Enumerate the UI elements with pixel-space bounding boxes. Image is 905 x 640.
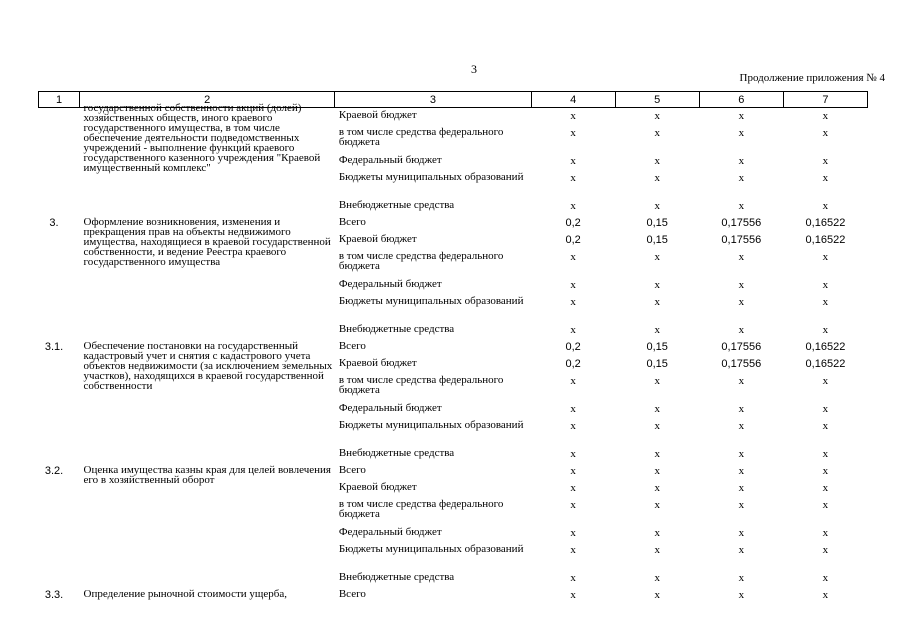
value-col-6: 0,17556 <box>721 357 762 370</box>
value-col-4: х <box>570 110 576 122</box>
continuation-label: Продолжение приложения № 4 <box>739 72 885 84</box>
value-col-5: х <box>654 402 660 415</box>
value-col-4: х <box>570 126 576 139</box>
value-col-4: х <box>570 543 576 556</box>
value-col-7: х <box>822 323 829 336</box>
funding-source: Внебюджетные средства <box>338 446 455 459</box>
value-col-4: х <box>570 295 576 308</box>
value-col-5: х <box>654 199 660 212</box>
item-number <box>39 108 80 215</box>
funding-source: Внебюджетные средства <box>338 198 455 211</box>
value-col-7: х <box>822 295 829 308</box>
value-col-5: х <box>654 154 660 167</box>
value-col-5: х <box>654 419 660 432</box>
funding-source: Бюджеты муниципальных образований <box>338 294 524 307</box>
item-number: 3.2. <box>44 464 64 477</box>
value-col-6: х <box>738 526 745 539</box>
value-col-6: х <box>738 126 745 139</box>
value-col-7: х <box>822 154 829 167</box>
funding-source: в том числе средства федерального бюджета <box>338 497 504 520</box>
value-col-7: 0,16522 <box>805 216 846 229</box>
value-col-5: х <box>654 464 660 477</box>
value-col-6: х <box>738 171 745 184</box>
value-col-5: 0,15 <box>646 357 668 370</box>
value-col-4: х <box>570 464 576 477</box>
table-row <box>39 463 868 480</box>
funding-source: Краевой бюджет <box>338 356 417 369</box>
value-col-7: х <box>822 498 829 511</box>
value-col-7: х <box>822 110 829 122</box>
funding-source: Бюджеты муниципальных образований <box>338 418 524 431</box>
value-col-6: х <box>738 447 745 460</box>
value-col-7: х <box>822 464 829 477</box>
funding-source: Внебюджетные средства <box>338 570 455 583</box>
value-col-4: х <box>570 323 576 336</box>
table-row <box>39 339 868 356</box>
funding-source: Бюджеты муниципальных образований <box>338 542 524 555</box>
value-col-5: х <box>654 171 660 184</box>
value-col-6: х <box>738 250 745 263</box>
header-col-2: 2 <box>80 92 335 108</box>
value-col-7: 0,16522 <box>805 357 846 370</box>
value-col-6: х <box>738 498 745 511</box>
value-col-7: х <box>822 126 829 139</box>
value-col-5: х <box>654 250 660 263</box>
item-name: Определение рыночной стоимости ущерба, <box>83 587 287 600</box>
funding-source: Всего <box>338 339 366 352</box>
value-col-4: х <box>570 199 576 212</box>
value-col-5: 0,15 <box>646 216 668 229</box>
value-col-7: х <box>822 419 829 432</box>
value-col-4: х <box>570 171 576 184</box>
value-col-6: х <box>738 419 745 432</box>
table-row <box>39 587 868 604</box>
value-col-5: 0,15 <box>646 340 668 353</box>
value-col-6: х <box>738 374 745 387</box>
value-col-6: х <box>738 464 745 477</box>
value-col-7: х <box>822 588 829 601</box>
item-number: 3.3. <box>44 588 64 601</box>
value-col-5: х <box>654 323 660 336</box>
value-col-6: х <box>738 295 745 308</box>
value-col-4: х <box>570 481 576 494</box>
value-col-5: х <box>654 588 660 601</box>
value-col-4: х <box>570 498 576 511</box>
item-name: Обеспечение постановки на государственный кадастровый учет и снятия с кадастрового учета объектов недвижимости (за исключением земельных участков), находящихся в краевой государственной собственности <box>83 339 333 392</box>
value-col-6: х <box>738 571 745 584</box>
item-name: государственной собственности акций (долей) хозяйственных обществ, иного краевого государственного имущества, в том числе обеспечение деятельности подведомственных учреждений - выполнение функций краевого государственного казенного учреждения "Краевой имущественный комплекс" <box>83 102 321 174</box>
funding-source: Краевой бюджет <box>338 232 417 245</box>
header-col-5: 5 <box>615 92 699 108</box>
funding-source: в том числе средства федерального бюджета <box>338 373 504 396</box>
value-col-6: х <box>738 588 745 601</box>
value-col-5: х <box>654 278 660 291</box>
value-col-5: х <box>654 498 660 511</box>
program-funding-table <box>38 91 868 604</box>
value-col-5: х <box>654 481 660 494</box>
value-col-5: х <box>654 447 660 460</box>
value-col-6: х <box>738 481 745 494</box>
value-col-5: х <box>654 374 660 387</box>
value-col-4: х <box>570 526 576 539</box>
table-row <box>39 215 868 232</box>
header-col-7: 7 <box>783 92 867 108</box>
page-number: 3 <box>471 62 477 76</box>
value-col-4: 0,2 <box>565 340 581 353</box>
item-name: Оформление возникновения, изменения и прекращения прав на объекты недвижимого имущества, находящиеся в краевой государственной собственности, и ведение Реестра краевого государственного имущества <box>83 215 331 268</box>
value-col-5: 0,15 <box>646 233 668 246</box>
funding-source: Федеральный бюджет <box>338 525 442 538</box>
header-col-6: 6 <box>699 92 783 108</box>
value-col-6: х <box>738 402 745 415</box>
funding-source: Федеральный бюджет <box>338 153 442 166</box>
value-col-7: х <box>822 250 829 263</box>
value-col-6: х <box>738 199 745 212</box>
header-col-1: 1 <box>39 92 80 108</box>
value-col-5: х <box>654 110 660 122</box>
funding-source: Бюджеты муниципальных образований <box>338 170 524 183</box>
value-col-6: 0,17556 <box>721 216 762 229</box>
value-col-6: х <box>738 278 745 291</box>
value-col-7: х <box>822 543 829 556</box>
value-col-5: х <box>654 571 660 584</box>
value-col-6: 0,17556 <box>721 233 762 246</box>
item-number: 3. <box>49 216 59 229</box>
funding-source: Всего <box>338 587 366 600</box>
funding-source: Всего <box>338 463 366 476</box>
header-col-4: 4 <box>531 92 615 108</box>
table-body <box>39 102 868 604</box>
value-col-7: х <box>822 402 829 415</box>
value-col-4: х <box>570 374 576 387</box>
value-col-7: х <box>822 199 829 212</box>
item-number: 3.1. <box>44 340 64 353</box>
item-name: Оценка имущества казны края для целей вовлечения его в хозяйственный оборот <box>83 463 331 486</box>
value-col-6: х <box>738 543 745 556</box>
table-row <box>39 108 868 125</box>
funding-source: Федеральный бюджет <box>338 401 442 414</box>
value-col-7: х <box>822 278 829 291</box>
funding-source: Внебюджетные средства <box>338 322 455 335</box>
value-col-4: х <box>570 402 576 415</box>
header-col-3: 3 <box>335 92 531 108</box>
value-col-5: х <box>654 295 660 308</box>
value-col-4: х <box>570 250 576 263</box>
value-col-5: х <box>654 126 660 139</box>
value-col-4: 0,2 <box>565 357 581 370</box>
value-col-4: х <box>570 154 576 167</box>
value-col-6: х <box>738 323 745 336</box>
value-col-7: х <box>822 526 829 539</box>
value-col-7: х <box>822 374 829 387</box>
value-col-7: 0,16522 <box>805 340 846 353</box>
funding-source: Всего <box>338 215 366 228</box>
value-col-6: х <box>738 110 745 122</box>
funding-source: в том числе средства федерального бюджета <box>338 249 504 272</box>
funding-source: Краевой бюджет <box>338 109 417 121</box>
funding-source: Краевой бюджет <box>338 480 417 493</box>
value-col-7: 0,16522 <box>805 233 846 246</box>
funding-source: Федеральный бюджет <box>338 277 442 290</box>
value-col-4: х <box>570 278 576 291</box>
value-col-5: х <box>654 526 660 539</box>
value-col-6: 0,17556 <box>721 340 762 353</box>
value-col-7: х <box>822 447 829 460</box>
value-col-7: х <box>822 481 829 494</box>
value-col-4: х <box>570 588 576 601</box>
value-col-4: 0,2 <box>565 216 581 229</box>
value-col-7: х <box>822 171 829 184</box>
value-col-4: 0,2 <box>565 233 581 246</box>
funding-source: в том числе средства федерального бюджета <box>338 125 504 148</box>
value-col-4: х <box>570 571 576 584</box>
value-col-7: х <box>822 571 829 584</box>
value-col-4: х <box>570 419 576 432</box>
value-col-5: х <box>654 543 660 556</box>
value-col-4: х <box>570 447 576 460</box>
value-col-6: х <box>738 154 745 167</box>
